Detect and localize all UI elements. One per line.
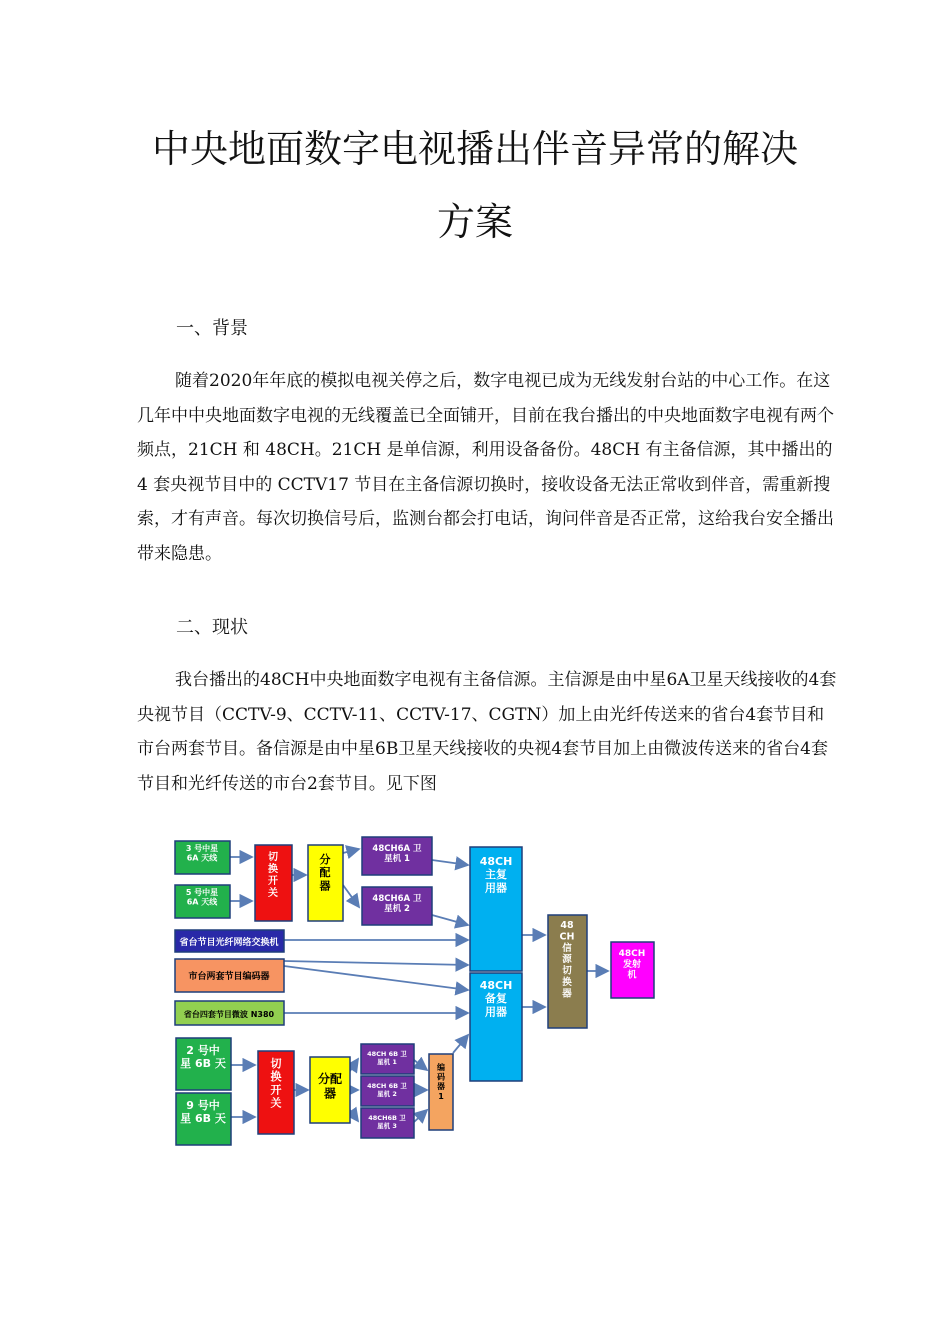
city-encoder-label: 市台两套节目编码器 bbox=[188, 972, 270, 982]
antenna-6a-5-box bbox=[175, 885, 230, 918]
antenna-6b-2-label: 2 号中星 6B 天 bbox=[180, 1044, 226, 1071]
receiver-6a-2-box bbox=[362, 887, 432, 925]
backup-multiplexer-label: 48CH 备复用器 bbox=[479, 979, 513, 1019]
antenna-6b-9-label: 9 号中星 6B 天 bbox=[180, 1099, 226, 1126]
provincial-microwave-label: 省台四套节目微波 N380 bbox=[183, 1010, 275, 1019]
receiver-6b-3-label: 48CH6B 卫星机 3 bbox=[368, 1114, 406, 1130]
splitter-a-box bbox=[308, 845, 343, 921]
signal-flow-diagram bbox=[170, 835, 670, 1150]
page-title-line-1: 中央地面数字电视播出伴音异常的解决 bbox=[151, 127, 798, 171]
receiver-6b-1-box bbox=[361, 1044, 414, 1074]
provincial-microwave-box bbox=[175, 1001, 284, 1025]
section-heading-status: 二、现状 bbox=[176, 617, 248, 638]
main-multiplexer-label: 48CH 主复用器 bbox=[479, 855, 513, 895]
transmitter-box bbox=[611, 942, 654, 998]
receiver-6a-1-label: 48CH6A 卫星机 1 bbox=[372, 844, 422, 865]
source-switcher-label: 48 CH 信源切换器 bbox=[559, 920, 575, 1000]
page-title-line-2: 方案 bbox=[436, 200, 513, 244]
paragraph-background: 随着2020年年底的模拟电视关停之后，数字电视已成为无线发射台站的中心工作。在这几年中中央地面数字电视的无线覆盖已全面铺开，目前在我台播出的中央地面数字电视有两个频点，21CH 和 48CH。21CH 是单信源，利用设备备份。48CH 有主备信源，其中播出的 4 套央视节目中的 CCTV17 节目在主备信源切换时，接收设备无法正常收到伴音，需重新搜索，才有声音。每次切换信号后，监测台都会打电话，询问伴音是否正常，这给我台安全播出带来隐患。 bbox=[137, 371, 834, 564]
antenna-6b-9-box bbox=[176, 1093, 231, 1145]
antenna-6a-3-box bbox=[175, 841, 230, 874]
section-heading-background: 一、背景 bbox=[176, 318, 248, 339]
receiver-6b-1-label: 48CH 6B 卫星机 1 bbox=[367, 1050, 407, 1066]
paragraph-status: 我台播出的48CH中央地面数字电视有主备信源。主信源是由中星6A卫星天线接收的4套央视节目（CCTV-9、CCTV-11、CCTV-17、CGTN）加上由光纤传送来的省台4套节目和市台两套节目。备信源是由中星6B卫星天线接收的央视4套节目加上由微波传送来的省台4套节目和光纤传送的市台2套节目。见下图 bbox=[137, 670, 837, 794]
receiver-6a-2-label: 48CH6A 卫星机 2 bbox=[372, 894, 422, 915]
provincial-fiber-switch-label: 省台节目光纤网络交换机 bbox=[179, 938, 279, 948]
splitter-b-label: 分配器 bbox=[317, 1072, 343, 1101]
switch-b-label: 切换开关 bbox=[270, 1057, 282, 1110]
city-encoder-box bbox=[175, 959, 284, 992]
encoder-label: 编码器 1 bbox=[437, 1063, 445, 1101]
receiver-6b-2-box bbox=[361, 1076, 414, 1106]
antenna-6a-5-label: 5 号中星 6A 天线 bbox=[185, 888, 219, 907]
receiver-6b-2-label: 48CH 6B 卫星机 2 bbox=[367, 1082, 407, 1098]
switch-b-box bbox=[258, 1051, 294, 1134]
main-multiplexer-box bbox=[470, 847, 522, 971]
splitter-b-box bbox=[310, 1057, 350, 1123]
antenna-6b-2-box bbox=[176, 1038, 231, 1090]
provincial-fiber-switch-box bbox=[175, 930, 284, 952]
switch-a-label: 切换开关 bbox=[268, 852, 278, 899]
transmitter-label: 48CH 发射机 bbox=[618, 949, 646, 981]
switch-a-box bbox=[255, 845, 292, 921]
antenna-6a-3-label: 3 号中星 6A 天线 bbox=[185, 844, 219, 863]
encoder-box bbox=[429, 1054, 453, 1130]
splitter-a-label: 分配器 bbox=[319, 853, 331, 893]
receiver-6a-1-box bbox=[362, 837, 432, 875]
backup-multiplexer-box bbox=[470, 973, 522, 1081]
receiver-6b-3-box bbox=[361, 1108, 414, 1138]
source-switcher-box bbox=[548, 915, 587, 1028]
